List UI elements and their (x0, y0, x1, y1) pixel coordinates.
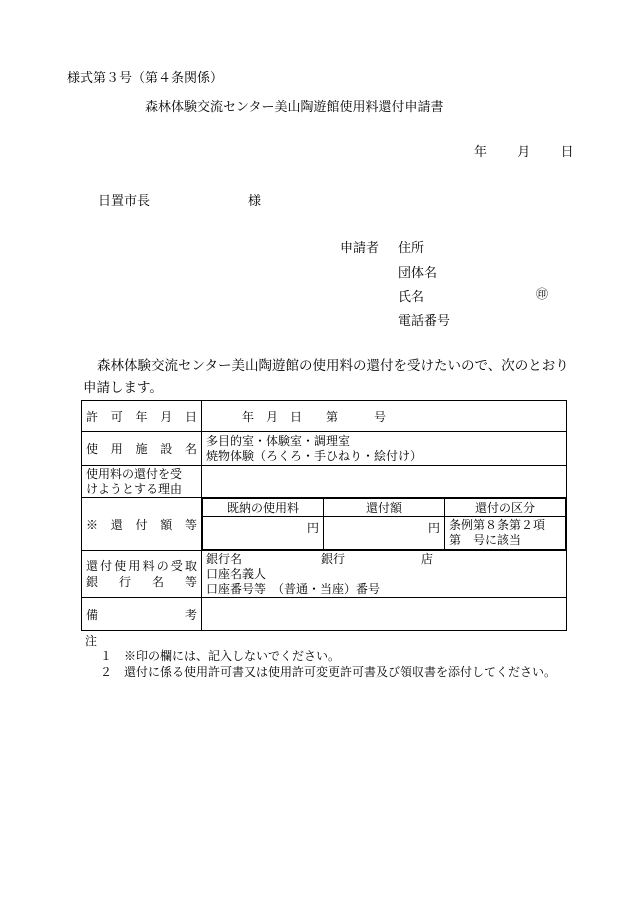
account-number-line: 口座番号等 （普通・当座）番号 (206, 581, 381, 596)
applicant-address-field[interactable]: 住所 (398, 241, 425, 256)
facility-options-rooms: 多目的室・体験室・調理室 (206, 433, 351, 448)
reason-label-line1: 使用料の還付を受 (86, 466, 183, 481)
bank-name-label: 銀行名 (206, 551, 243, 566)
addressee-honorific: 様 (248, 194, 262, 209)
account-holder-line: 口座名義人 (206, 566, 267, 581)
applicant-name-field[interactable]: 氏名 (398, 290, 425, 305)
refund-amount-yen[interactable]: 円 (324, 517, 445, 550)
applicant-phone-field[interactable]: 電話番号 (398, 314, 451, 329)
col-refund-category: 還付の区分 (445, 499, 566, 517)
application-table (81, 400, 567, 631)
bank-label (82, 551, 202, 598)
category-line1: 条例第８条第２項 (449, 518, 546, 532)
applicant-organization-field[interactable]: 団体名 (398, 266, 438, 281)
remarks-value[interactable] (202, 598, 567, 631)
facility-value[interactable] (202, 432, 567, 466)
bank-label-line2: 銀行名等 (86, 575, 197, 589)
reason-value[interactable] (202, 466, 567, 498)
note-2: ２ 還付に係る使用許可書又は使用許可変更許可書及び領収書を添付してください。 (100, 665, 557, 679)
reason-label (82, 466, 202, 498)
branch-suffix: 店 (421, 551, 434, 566)
bank-suffix: 銀行 (321, 551, 346, 566)
permit-date-label: 許可年月日 (82, 401, 202, 432)
col-paid-fee: 既納の使用料 (203, 499, 324, 517)
facility-options-pottery: 焼物体験（ろくろ・手ひねり・絵付け） (206, 448, 423, 463)
remarks-label: 備考 (82, 598, 202, 631)
note-1: １ ※印の欄には、記入しないでください。 (100, 649, 341, 663)
refund-amount-label: ※還付額等 (82, 498, 202, 551)
facility-label: 使用施設名 (82, 432, 202, 466)
permit-date-value[interactable]: 年 月 日 第 号 (202, 401, 567, 432)
bank-name-line (206, 552, 562, 567)
date-year: 年 (474, 145, 488, 160)
reason-label-line2: けようとする理由 (86, 481, 183, 496)
col-refund-amount: 還付額 (324, 499, 445, 517)
refund-category-value (445, 517, 566, 550)
date-month: 月 (517, 145, 531, 160)
body-text: 森林体験交流センター美山陶遊館の使用料の還付を受けたいので、次のとおり申請します。 (83, 358, 569, 396)
category-line2: 第 号に該当 (449, 533, 522, 547)
applicant-label: 申請者 (340, 241, 380, 256)
bank-value[interactable] (202, 551, 567, 598)
refund-subtable (202, 498, 566, 550)
addressee-name: 日置市長 (98, 194, 151, 209)
seal-mark: ㊞ (536, 287, 549, 301)
refund-amount-cell (202, 498, 567, 551)
notes-heading: 注 (85, 634, 98, 648)
date-line (474, 141, 574, 160)
form-number: 様式第３号（第４条関係） (67, 71, 224, 86)
document-title: 森林体験交流センター美山陶遊館使用料還付申請書 (145, 100, 444, 115)
bank-label-line1: 還付使用料の受取 (86, 559, 197, 573)
date-day: 日 (560, 145, 574, 160)
paid-fee-yen[interactable]: 円 (203, 517, 324, 550)
